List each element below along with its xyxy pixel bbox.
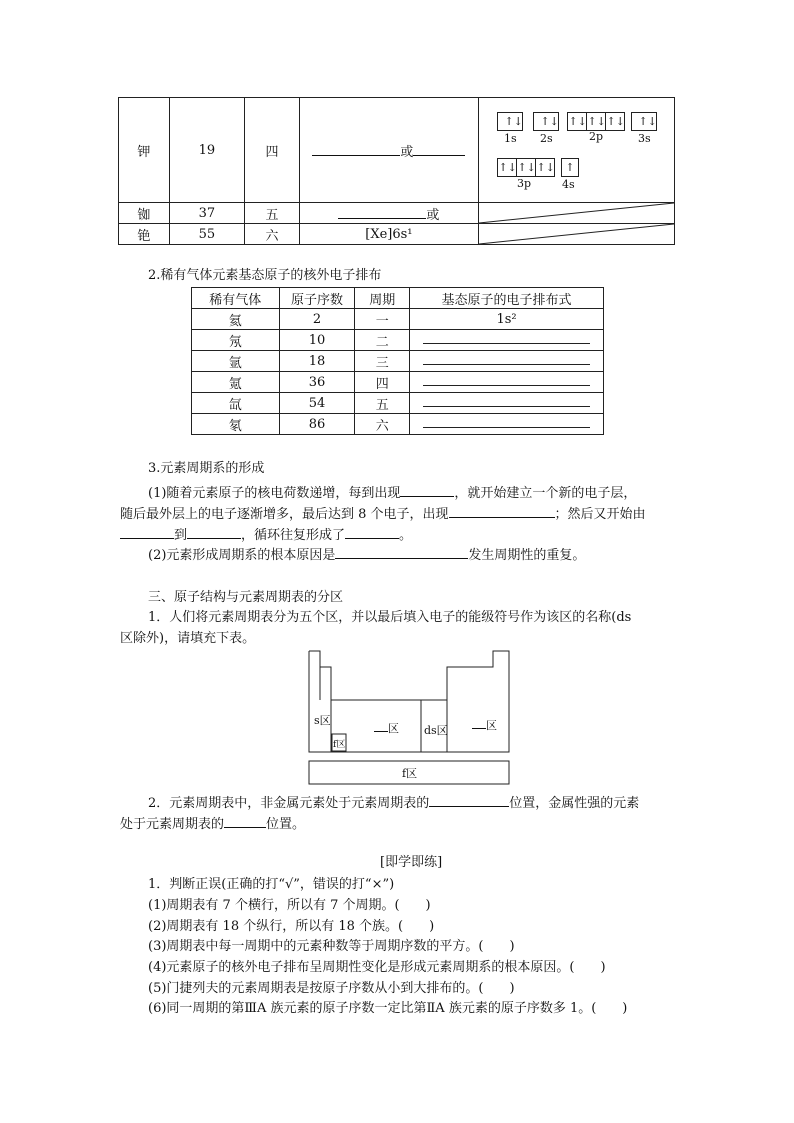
period: 二 bbox=[355, 330, 410, 351]
orbital-box: ↑↓ bbox=[497, 112, 523, 131]
practice-item: (2)周期表有 18 个纵行，所以有 18 个族。( ) bbox=[148, 919, 435, 934]
table-row bbox=[119, 224, 675, 245]
config: 1s² bbox=[410, 309, 604, 330]
period: 一 bbox=[355, 309, 410, 330]
answer-blank[interactable] bbox=[312, 143, 400, 156]
answer-blank[interactable] bbox=[429, 794, 509, 807]
config-blank[interactable] bbox=[410, 330, 604, 351]
answer-blank[interactable] bbox=[224, 815, 266, 828]
orbital-diagram-cell bbox=[478, 98, 674, 203]
table-row bbox=[192, 309, 604, 330]
config-blank[interactable] bbox=[410, 414, 604, 435]
practice-item: (5)门捷列夫的元素周期表是按原子序数从小到大排布的。( ) bbox=[148, 981, 515, 996]
answer-blank[interactable] bbox=[335, 546, 468, 559]
answer-blank[interactable] bbox=[449, 505, 555, 518]
table-row bbox=[119, 203, 675, 224]
d-block-label: 区 bbox=[374, 720, 399, 736]
or-text: 或 bbox=[400, 144, 414, 160]
table-row bbox=[192, 372, 604, 393]
answer-blank[interactable] bbox=[120, 526, 174, 539]
paragraph-line: 随后最外层上的电子逐渐增多，最后达到 8 个电子，出现 ；然后又开始由 bbox=[120, 507, 646, 522]
period: 四 bbox=[245, 98, 300, 203]
element-name: 氡 bbox=[192, 414, 280, 435]
period: 六 bbox=[355, 414, 410, 435]
paragraph-line: 到 ，循环往复形成了 。 bbox=[120, 526, 412, 544]
column-header: 原子序数 bbox=[279, 288, 355, 309]
practice-intro: 1．判断正误(正确的打“√”，错误的打“×”) bbox=[148, 877, 395, 892]
section-heading: 2.稀有气体元素基态原子的核外电子排布 bbox=[148, 268, 382, 283]
paragraph-line: (2)元素形成周期系的根本原因是 发生周期性的重复。 bbox=[148, 548, 586, 563]
table-row bbox=[192, 414, 604, 435]
table-header-row bbox=[192, 288, 604, 309]
practice-item: (1)周期表有 7 个横行，所以有 7 个周期。( ) bbox=[148, 898, 431, 913]
orbital-box: ↑↓ bbox=[533, 112, 559, 131]
element-name: 铯 bbox=[119, 224, 170, 245]
answer-blank[interactable] bbox=[338, 206, 426, 219]
element-name: 铷 bbox=[119, 203, 170, 224]
ds-block-label: ds区 bbox=[424, 724, 448, 737]
table-row bbox=[192, 351, 604, 372]
element-name: 钾 bbox=[119, 98, 170, 203]
alkali-table bbox=[118, 97, 675, 245]
atomic-number: 37 bbox=[169, 203, 244, 224]
practice-item: (3)周期表中每一周期中的元素种数等于周期序数的平方。( ) bbox=[148, 939, 515, 954]
orbital-label: 1s bbox=[503, 132, 517, 145]
diagonal-cell bbox=[478, 224, 674, 245]
column-header: 稀有气体 bbox=[192, 288, 280, 309]
element-name: 氖 bbox=[192, 330, 280, 351]
orbital-label: 3s bbox=[637, 132, 651, 145]
config-blank[interactable] bbox=[410, 372, 604, 393]
element-name: 氙 bbox=[192, 393, 280, 414]
table-row bbox=[192, 393, 604, 414]
answer-blank[interactable] bbox=[400, 484, 454, 497]
column-header: 基态原子的电子排布式 bbox=[410, 288, 604, 309]
atomic-number: 19 bbox=[169, 98, 244, 203]
config-cell bbox=[299, 203, 478, 224]
paragraph-line: 2．元素周期表中，非金属元素处于元素周期表的 位置，金属性强的元素 bbox=[148, 796, 640, 811]
atomic-number: 55 bbox=[169, 224, 244, 245]
section-heading: 3.元素周期系的形成 bbox=[148, 461, 265, 476]
table-row bbox=[119, 98, 675, 203]
orbital-box: ↑↓ bbox=[631, 112, 657, 131]
p-block-label: 区 bbox=[472, 717, 497, 733]
element-name: 氪 bbox=[192, 372, 280, 393]
orbital-box-group: ↑↓↑↓↑↓ bbox=[497, 158, 555, 177]
paragraph-line: 区除外)，请填充下表。 bbox=[120, 631, 256, 646]
orbital-box: ↑ bbox=[561, 158, 579, 177]
f-block-label: f区 bbox=[402, 767, 418, 780]
diagonal-line bbox=[479, 203, 674, 223]
period: 四 bbox=[355, 372, 410, 393]
paragraph-line: (1)随着元素原子的核电荷数递增，每到出现 ，就开始建立一个新的电子层， bbox=[148, 486, 637, 501]
atomic-number: 18 bbox=[279, 351, 355, 372]
s-block-label: s区 bbox=[314, 714, 331, 727]
diagonal-line bbox=[479, 224, 674, 244]
column-header: 周期 bbox=[355, 288, 410, 309]
element-name: 氩 bbox=[192, 351, 280, 372]
period: 五 bbox=[355, 393, 410, 414]
orbital-diagram bbox=[479, 98, 674, 202]
atomic-number: 36 bbox=[279, 372, 355, 393]
config-cell: [Xe]6s¹ bbox=[299, 224, 478, 245]
noble-gas-table bbox=[191, 287, 604, 435]
atomic-number: 86 bbox=[279, 414, 355, 435]
or-text: 或 bbox=[426, 207, 440, 223]
practice-item: (4)元素原子的核外电子排布呈周期性变化是形成元素周期系的根本原因。( ) bbox=[148, 960, 606, 975]
period: 三 bbox=[355, 351, 410, 372]
f-small-label: f区 bbox=[333, 740, 346, 750]
section-heading: 三、原子结构与元素周期表的分区 bbox=[148, 590, 344, 605]
practice-title: [即学即练] bbox=[380, 855, 443, 870]
element-name: 氦 bbox=[192, 309, 280, 330]
practice-item: (6)同一周期的第ⅢA 族元素的原子序数一定比第ⅡA 族元素的原子序数多 1。( ) bbox=[148, 1001, 628, 1016]
period: 五 bbox=[245, 203, 300, 224]
atomic-number: 54 bbox=[279, 393, 355, 414]
orbital-box-group: ↑↓↑↓↑↓ bbox=[567, 112, 625, 131]
config-blank[interactable] bbox=[410, 351, 604, 372]
orbital-label: 3p bbox=[516, 177, 532, 190]
orbital-label: 2p bbox=[588, 130, 604, 143]
diagonal-cell bbox=[478, 203, 674, 224]
config-blank[interactable] bbox=[410, 393, 604, 414]
paragraph-line: 处于元素周期表的 位置。 bbox=[120, 817, 306, 832]
answer-blank[interactable] bbox=[413, 143, 465, 156]
atomic-number: 2 bbox=[279, 309, 355, 330]
period: 六 bbox=[245, 224, 300, 245]
paragraph-line: 1．人们将元素周期表分为五个区，并以最后填入电子的能级符号作为该区的名称(ds bbox=[148, 610, 632, 625]
orbital-label: 2s bbox=[539, 132, 553, 145]
config-cell bbox=[299, 98, 478, 203]
table-row bbox=[192, 330, 604, 351]
orbital-label: 4s bbox=[561, 178, 575, 191]
answer-blank[interactable] bbox=[187, 526, 241, 539]
atomic-number: 10 bbox=[279, 330, 355, 351]
answer-blank[interactable] bbox=[345, 526, 399, 539]
